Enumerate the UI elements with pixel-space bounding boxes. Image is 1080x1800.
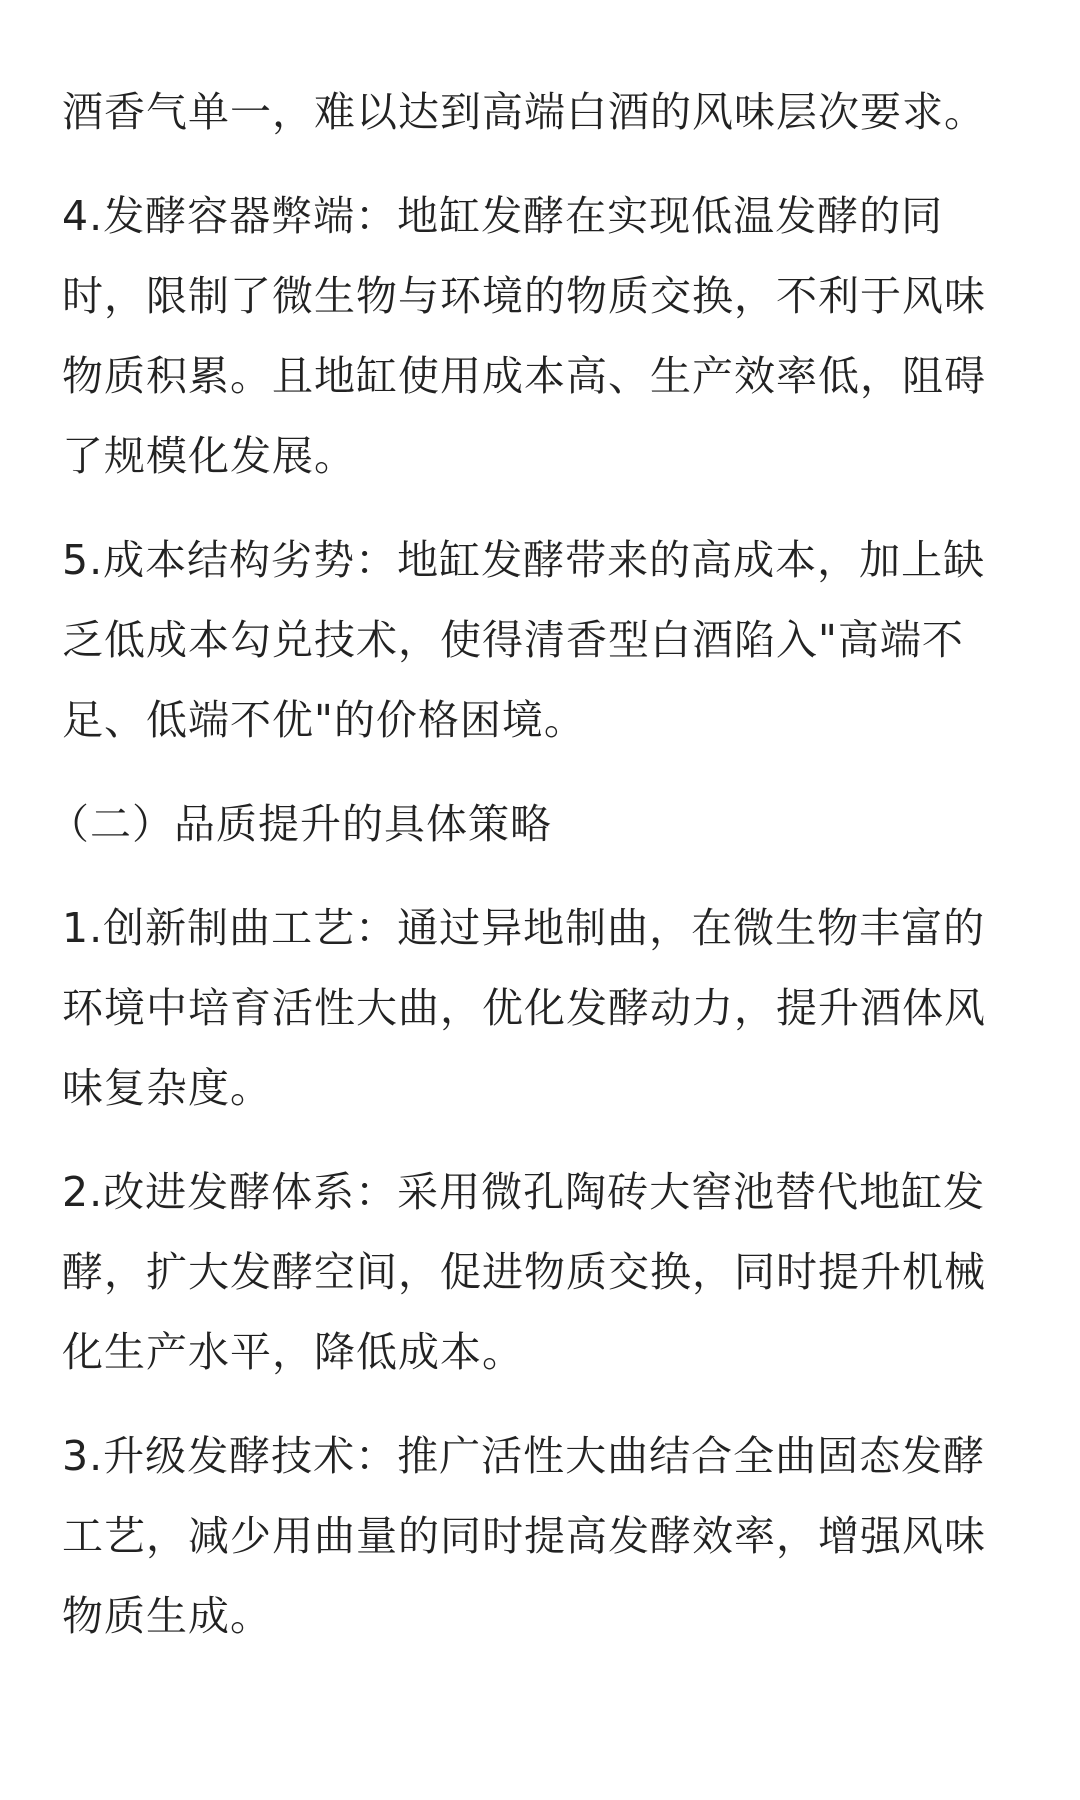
paragraph-strategy-2: 2.改进发酵体系：采用微孔陶砖大窖池替代地缸发酵，扩大发酵空间，促进物质交换，同时提升机械化生产水平，降低成本。	[62, 1168, 986, 1376]
article-body	[48, 72, 1022, 1680]
paragraph-continuation: 酒香气单一，难以达到高端白酒的风味层次要求。	[62, 88, 986, 136]
section-heading: （二）品质提升的具体策略	[48, 800, 552, 848]
paragraph-strategy-3: 3.升级发酵技术：推广活性大曲结合全曲固态发酵工艺，减少用曲量的同时提高发酵效率，增强风味物质生成。	[62, 1432, 986, 1640]
paragraph-point-4: 4.发酵容器弊端：地缸发酵在实现低温发酵的同时，限制了微生物与环境的物质交换，不利于风味物质积累。且地缸使用成本高、生产效率低，阻碍了规模化发展。	[62, 192, 986, 480]
paragraph-strategy-1: 1.创新制曲工艺：通过异地制曲，在微生物丰富的环境中培育活性大曲，优化发酵动力，提升酒体风味复杂度。	[62, 904, 986, 1112]
paragraph-point-5: 5.成本结构劣势：地缸发酵带来的高成本，加上缺乏低成本勾兑技术，使得清香型白酒陷入"高端不足、低端不优"的价格困境。	[62, 536, 986, 744]
